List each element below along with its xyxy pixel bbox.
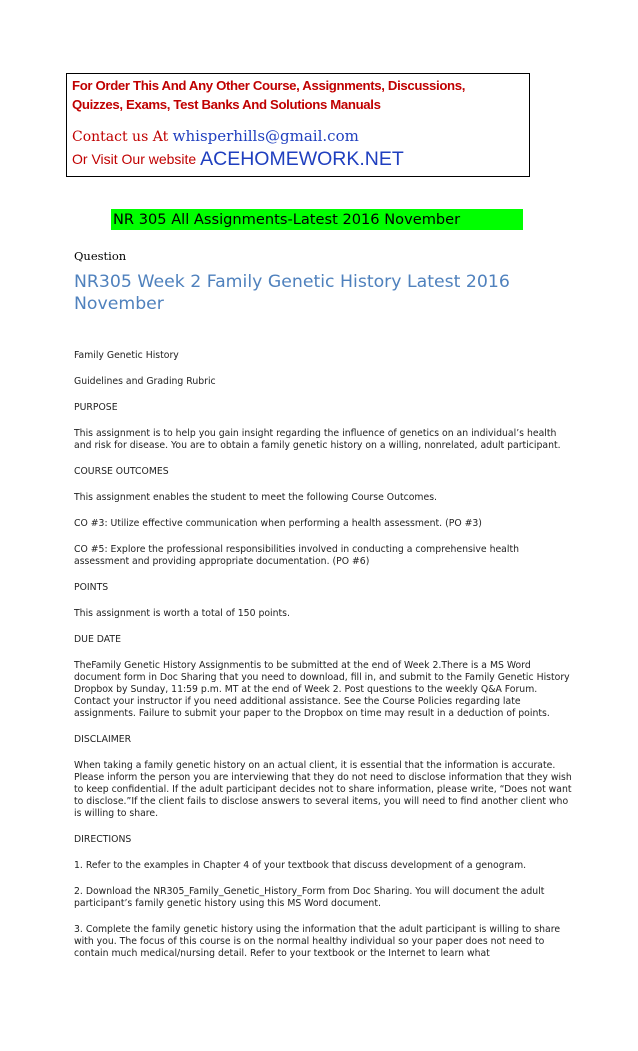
promo-box <box>66 73 530 177</box>
question-label: Question <box>74 249 127 263</box>
purpose-paragraph: This assignment is to help you gain insight regarding the influence of genetics on an individual’s health and risk for disease. You are to obtain a family genetic history on a willing, nonrelated, adult participant. <box>74 428 561 451</box>
website-line <box>72 148 521 170</box>
heading-guidelines: Guidelines and Grading Rubric <box>74 376 216 387</box>
due-date-heading: DUE DATE <box>74 634 121 645</box>
direction-2: 2. Download the NR305_Family_Genetic_History_Form from Doc Sharing. You will document the adult participant’s family genetic history using this MS Word document. <box>74 886 545 909</box>
direction-3: 3. Complete the family genetic history using the information that the adult participant is willing to share with you. The focus of this course is on the normal healthy individual so your paper does not need to contain much medical/nursing detail. Refer to your textbook or the Internet to learn what <box>74 924 561 959</box>
points-paragraph: This assignment is worth a total of 150 points. <box>74 608 290 619</box>
document-body <box>74 350 574 960</box>
promo-line-1: For Order This And Any Other Course, Assignments, Discussions, <box>72 78 466 93</box>
course-outcome-3: CO #3: Utilize effective communication when performing a health assessment. (PO #3) <box>74 518 482 529</box>
disclaimer-heading: DISCLAIMER <box>74 734 132 745</box>
heading-family-genetic-history: Family Genetic History <box>74 350 179 361</box>
website-link[interactable]: ACEHOMEWORK.NET <box>200 148 404 170</box>
website-label: Or Visit Our website <box>72 151 201 167</box>
points-heading: POINTS <box>74 582 109 593</box>
outcomes-heading: COURSE OUTCOMES <box>74 466 169 477</box>
course-outcome-5: CO #5: Explore the professional responsibilities involved in conducting a comprehensive health assessment and providing appropriate documentation. (PO #6) <box>74 544 519 567</box>
disclaimer-paragraph: When taking a family genetic history on an actual client, it is essential that the information is accurate. Please inform the person you are interviewing that they do not need to disclose information that they wish to keep confidential. If the adult participant decides not to share information, please write, “Does not want to disclose.”If the client fails to disclose answers to several items, you will need to find another client who is willing to share. <box>74 760 572 819</box>
contact-email-link[interactable]: whisperhills@gmail.com <box>172 127 359 145</box>
directions-heading: DIRECTIONS <box>74 834 132 845</box>
purpose-heading: PURPOSE <box>74 402 118 413</box>
contact-label: Contact us At <box>72 129 173 145</box>
due-date-paragraph: TheFamily Genetic History Assignmentis to be submitted at the end of Week 2.There is a MS Word document form in Doc Sharing that you need to download, fill in, and submit to the Family Genetic History Dropbox by Sunday, 11:59 p.m. MT at the end of Week 2. Post questions to the weekly Q&A Forum. Contact your instructor if you need additional assistance. See the Course Policies regarding late assignments. Failure to submit your paper to the Dropbox on time may result in a deduction of points. <box>74 660 570 719</box>
outcomes-paragraph: This assignment enables the student to meet the following Course Outcomes. <box>74 492 437 503</box>
document-title: NR305 Week 2 Family Genetic History Latest 2016 November <box>74 272 510 314</box>
contact-line <box>72 127 521 146</box>
direction-1: 1. Refer to the examples in Chapter 4 of your textbook that discuss development of a genogram. <box>74 860 527 871</box>
assignments-banner: NR 305 All Assignments-Latest 2016 November <box>111 209 523 230</box>
promo-line-2: Quizzes, Exams, Test Banks And Solutions Manuals <box>72 97 381 112</box>
